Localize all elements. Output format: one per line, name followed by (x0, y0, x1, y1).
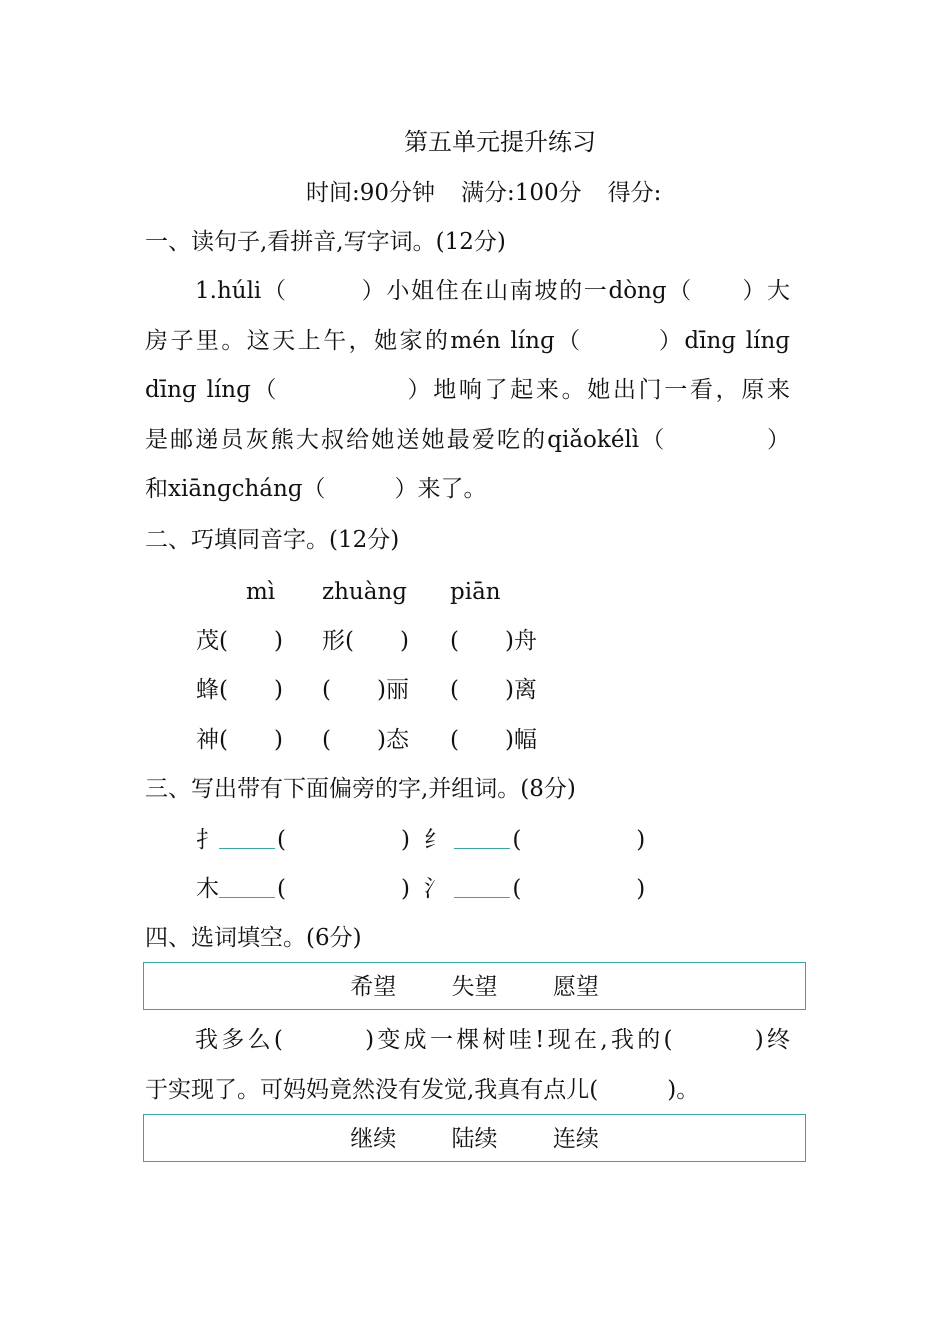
word-option[interactable]: 愿望 (552, 974, 599, 1000)
word-option[interactable]: 失望 (451, 974, 498, 1000)
section-4-heading: 四、选词填空。(6分) (145, 925, 362, 951)
word-option[interactable]: 连续 (552, 1126, 599, 1152)
page-title: 第五单元提升练习 (404, 128, 596, 156)
radical: 木 (196, 876, 219, 902)
answer-blank[interactable] (454, 875, 510, 898)
passage-line[interactable]: 是邮递员灰熊大叔给她送她最爱吃的qiǎokélì（ ） (145, 426, 790, 453)
section-3-heading: 三、写出带有下面偏旁的字,并组词。(8分) (145, 776, 576, 802)
word-choice-box (143, 1114, 806, 1162)
passage-line[interactable]: 和xiānɡchánɡ（ ）来了。 (145, 476, 487, 502)
homophone-cell[interactable]: ( )丽 (322, 677, 409, 703)
word-option[interactable]: 陆续 (451, 1126, 498, 1152)
word-paren[interactable]: ( ) (277, 827, 410, 853)
pinyin-label: mì (246, 579, 276, 605)
homophone-cell[interactable]: ( )离 (450, 677, 537, 703)
passage-line[interactable]: 1.húli（ ）小姐住在山南坡的一dònɡ（ ）大 (195, 278, 790, 304)
time-limit: 时间:90分钟 (306, 180, 436, 206)
radical-item[interactable] (196, 825, 410, 855)
section-1-heading: 一、读句子,看拼音,写字词。(12分) (145, 229, 506, 255)
radical-item[interactable] (424, 874, 645, 904)
passage-line[interactable]: 房子里。这天上午，她家的mén línɡ（ ）dīnɡ línɡ (145, 327, 790, 354)
homophone-cell[interactable]: 形( ) (322, 628, 409, 654)
word-option[interactable]: 继续 (350, 1126, 397, 1152)
radical: 扌 (196, 827, 219, 853)
word-paren[interactable]: ( ) (277, 876, 410, 902)
full-score: 满分:100分 (461, 180, 582, 206)
section-4-passage (145, 1016, 790, 1115)
homophone-cell[interactable]: ( )幅 (450, 727, 537, 753)
answer-blank[interactable] (454, 826, 510, 849)
homophone-cell[interactable]: ( )态 (322, 727, 409, 753)
radical: 氵 (424, 876, 447, 902)
answer-blank[interactable] (219, 875, 275, 898)
radical: 纟 (424, 827, 447, 853)
exam-meta (306, 178, 687, 208)
section-2-heading: 二、巧填同音字。(12分) (145, 527, 400, 553)
word-choice-box (143, 962, 806, 1010)
word-paren[interactable]: ( ) (512, 827, 646, 853)
homophone-cell[interactable]: ( )舟 (450, 628, 537, 654)
passage-line[interactable]: 我多么( )变成一棵树哇!现在,我的( )终 (195, 1027, 790, 1053)
word-option[interactable]: 希望 (350, 974, 397, 1000)
section-1-passage (145, 267, 790, 515)
passage-line[interactable]: 于实现了。可妈妈竟然没有发觉,我真有点儿( )。 (145, 1076, 700, 1103)
word-paren[interactable]: ( ) (512, 876, 646, 902)
radical-item[interactable] (424, 825, 645, 855)
passage-line[interactable]: dīnɡ línɡ（ ）地响了起来。她出门一看，原来 (145, 377, 790, 403)
homophone-cell[interactable]: 茂( ) (196, 628, 283, 654)
score-field[interactable]: 得分: (607, 180, 662, 206)
pinyin-label: zhuànɡ (322, 579, 407, 605)
pinyin-label: piān (450, 579, 501, 605)
homophone-cell[interactable]: 神( ) (196, 727, 283, 753)
radical-item[interactable] (196, 874, 410, 904)
answer-blank[interactable] (219, 826, 275, 849)
homophone-cell[interactable]: 蜂( ) (196, 677, 283, 703)
